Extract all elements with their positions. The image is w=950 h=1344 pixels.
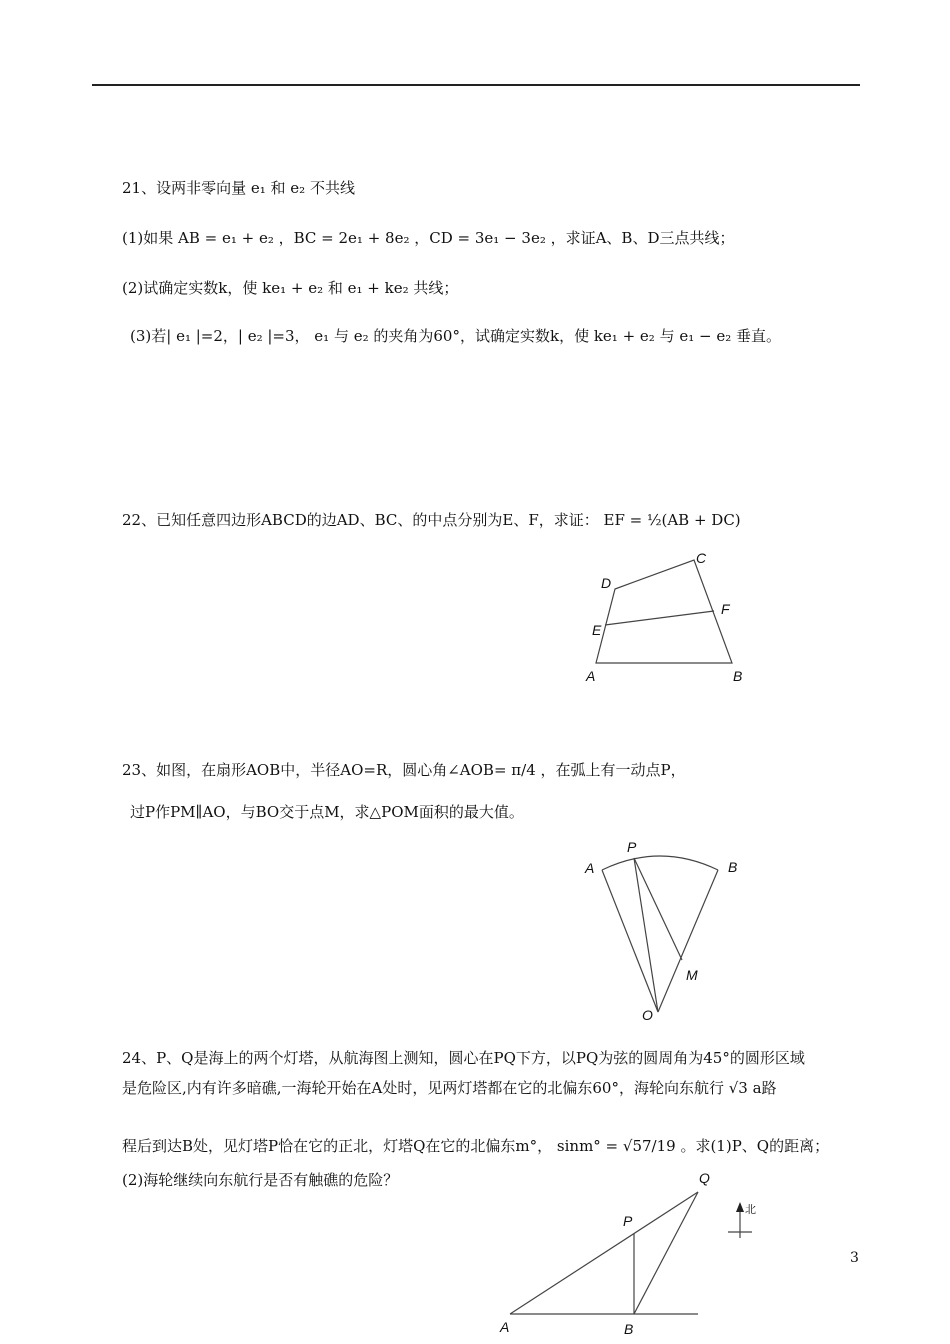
q23-line2: 过P作PM∥AO，与BO交于点M，求△POM面积的最大值。 <box>130 803 524 821</box>
q21-title: 21、设两非零向量 e₁ 和 e₂ 不共线 <box>122 179 355 197</box>
q24-line1: 24、P、Q是海上的两个灯塔，从航海图上测知，圆心在PQ下方，以PQ为弦的圆周角为45°的圆形区域 <box>122 1049 805 1067</box>
page-number: 3 <box>850 1250 859 1266</box>
q22-text: 22、已知任意四边形ABCD的边AD、BC、的中点分别为E、F，求证： EF = ½(AB + DC) <box>122 511 741 529</box>
q22-label-c: C <box>696 550 707 566</box>
q22-label-a: A <box>586 668 596 684</box>
q23-label-m: M <box>686 967 698 983</box>
q21-part2: (2)试确定实数k，使 ke₁ + e₂ 和 e₁ + ke₂ 共线； <box>122 279 459 297</box>
q21-part1: (1)如果 AB = e₁ + e₂ ，BC = 2e₁ + 8e₂ ，CD = 3e₁ − 3e₂ ，求证A、B、D三点共线； <box>122 229 735 247</box>
q24-line3: 程后到达B处，见灯塔P恰在它的正北，灯塔Q在它的北偏东m°， sinm° = √57/19 。求(1)P、Q的距离； <box>122 1137 830 1155</box>
q23-label-b: B <box>728 859 738 875</box>
q24-label-p: P <box>623 1213 633 1229</box>
q24-label-q: Q <box>699 1170 710 1186</box>
q24-line4: (2)海轮继续向东航行是否有触礁的危险？ <box>122 1171 399 1189</box>
q22-label-b: B <box>733 668 743 684</box>
q24-label-a: A <box>500 1319 510 1335</box>
q21-part3: (3)若| e₁ |=2，| e₂ |=3， e₁ 与 e₂ 的夹角为60°，试确定实数k，使 ke₁ + e₂ 与 e₁ − e₂ 垂直。 <box>130 327 782 345</box>
q23-label-p: P <box>627 839 637 855</box>
q23-label-o: O <box>642 1007 653 1023</box>
q23-label-a: A <box>585 860 595 876</box>
q24-north-label: 北 <box>745 1203 756 1216</box>
q24-label-b: B <box>624 1321 634 1337</box>
q22-label-d: D <box>601 575 612 591</box>
q22-label-f: F <box>721 601 730 617</box>
q22-label-e: E <box>592 622 602 638</box>
q23-line1: 23、如图，在扇形AOB中，半径AO=R，圆心角∠AOB= π/4 ，在弧上有一动点P， <box>122 761 686 779</box>
q24-line2: 是危险区,内有许多暗礁,一海轮开始在A处时，见两灯塔都在它的北偏东60°，海轮向东航行 √3 a路 <box>122 1079 777 1097</box>
